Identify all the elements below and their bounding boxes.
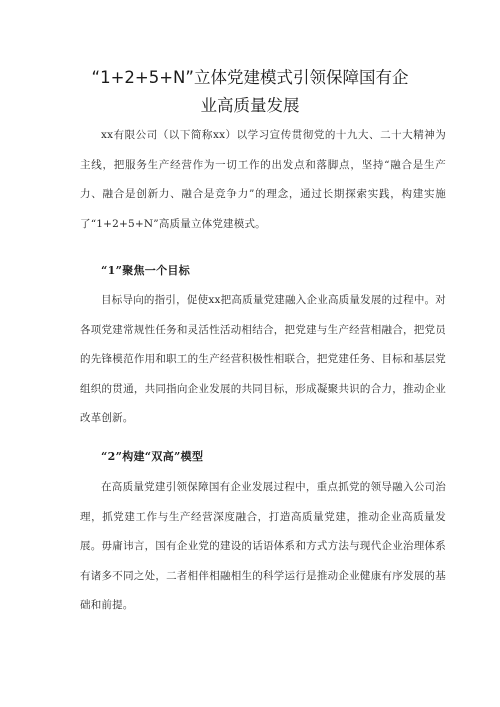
intro-paragraph: xx有限公司（以下简称xx）以学习宣传贯彻党的十九大、二十大精神为主线，把服务生产经营作为一切工作的出发点和落脚点，坚持“融合是生产力、融合是创新力、融合是竞争力”的理念，通过长期探索实践，构建实施了“1+2+5+N”高质量立体党建模式。: [80, 129, 446, 230]
section-body-model: 在高质量党建引领保障国有企业发展过程中，重点抓党的领导融入公司治理，抓党建工作与生产经营深度融合，打造高质量党建，推动企业高质量发展。毋庸讳言，国有企业党的建设的话语体系和方式方法与现代企业治理体系有诸多不同之处，二者相伴相融相生的科学运行是推动企业健康有序发展的基础和前提。: [80, 481, 446, 611]
document-title-line-2: 业高质量发展: [200, 96, 300, 115]
document-title-line-1: “1+2+5+N”立体党建模式引领保障国有企: [91, 68, 409, 87]
section-heading-model: “2”构建“双高”模型: [101, 450, 204, 463]
section-heading-goal: “1”聚焦一个目标: [101, 264, 191, 277]
section-body-goal: 目标导向的指引，促使xx把高质量党建融入企业高质量发展的过程中。对各项党建常规性任务和灵活性活动相结合，把党建与生产经营相融合，把党员的先锋模范作用和职工的生产经营积极性相联合，把党建任务、目标和基层党组织的贯通，共同指向企业发展的共同目标，形成凝聚共识的合力，推动企业改革创新。: [80, 294, 446, 424]
